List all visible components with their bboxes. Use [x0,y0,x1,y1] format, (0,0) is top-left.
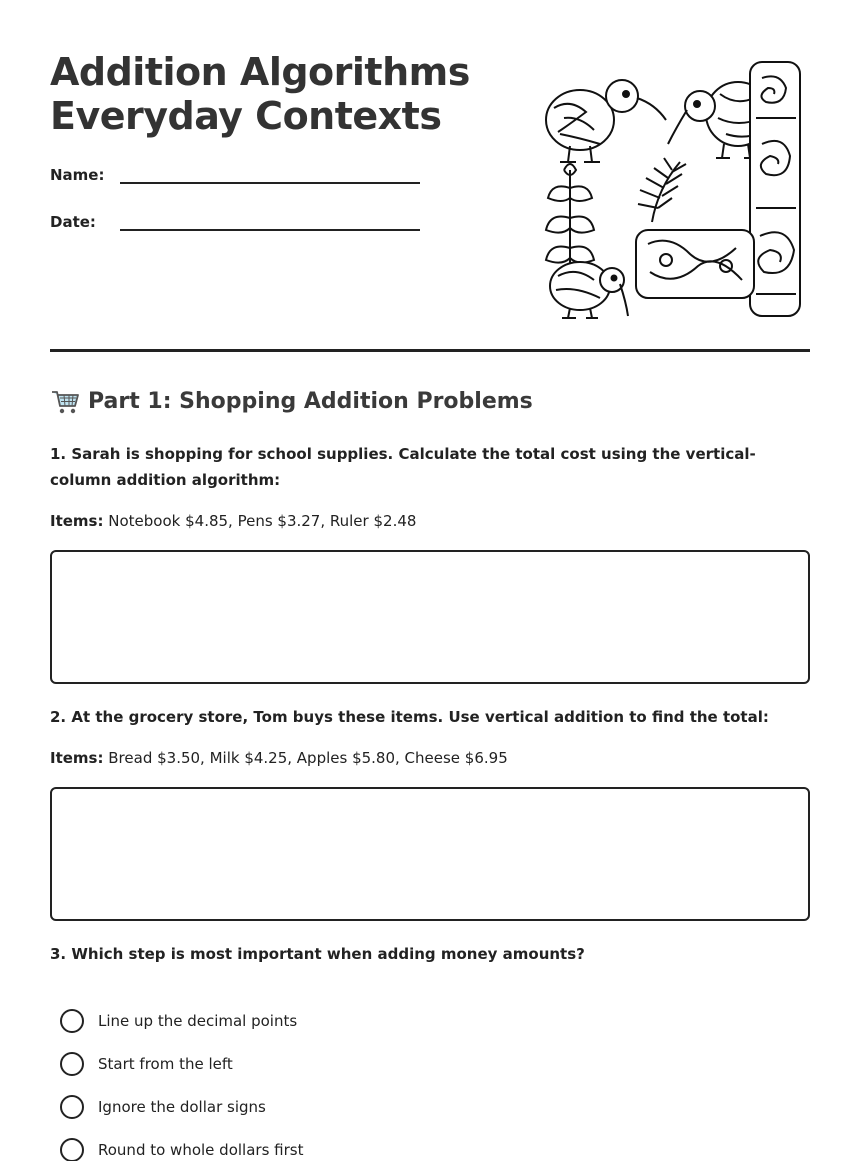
question-1: 1. Sarah is shopping for school supplies. Calculate the total cost using the vertical-column addition algorithm: [50,445,756,489]
radio-button[interactable] [60,1138,84,1161]
shopping-cart-icon [50,386,80,416]
items-value: Notebook $4.85, Pens $3.27, Ruler $2.48 [108,512,417,530]
date-line[interactable] [120,211,420,231]
option-1[interactable] [60,1009,297,1033]
title-line-2: Everyday Contexts [50,94,442,138]
name-line[interactable] [120,164,420,184]
kiwi-illustration-icon [540,58,810,322]
radio-button[interactable] [60,1009,84,1033]
date-field[interactable] [50,211,420,231]
option-3[interactable] [60,1095,266,1119]
option-4[interactable] [60,1138,303,1161]
question-1-items [50,512,416,530]
title-line-1: Addition Algorithms [50,50,470,94]
option-label: Ignore the dollar signs [98,1098,266,1116]
items-label: Items: [50,512,104,530]
question-2: 2. At the grocery store, Tom buys these items. Use vertical addition to find the total: [50,708,769,726]
part1-title: Part 1: Shopping Addition Problems [88,388,533,414]
answer-box-2[interactable] [50,787,810,921]
answer-box-1[interactable] [50,550,810,684]
radio-button[interactable] [60,1052,84,1076]
option-label: Round to whole dollars first [98,1141,304,1159]
worksheet-header [50,50,810,340]
option-label: Line up the decimal points [98,1012,298,1030]
question-3: 3. Which step is most important when adding money amounts? [50,945,585,963]
part1-heading [50,386,533,416]
question-2-items [50,749,508,767]
name-label: Name: [50,166,105,184]
date-label: Date: [50,213,96,231]
option-label: Start from the left [98,1055,233,1073]
header-divider [50,349,810,352]
option-2[interactable] [60,1052,233,1076]
name-field[interactable] [50,164,420,184]
items-value: Bread $3.50, Milk $4.25, Apples $5.80, Cheese $6.95 [108,749,508,767]
radio-button[interactable] [60,1095,84,1119]
items-label: Items: [50,749,104,767]
